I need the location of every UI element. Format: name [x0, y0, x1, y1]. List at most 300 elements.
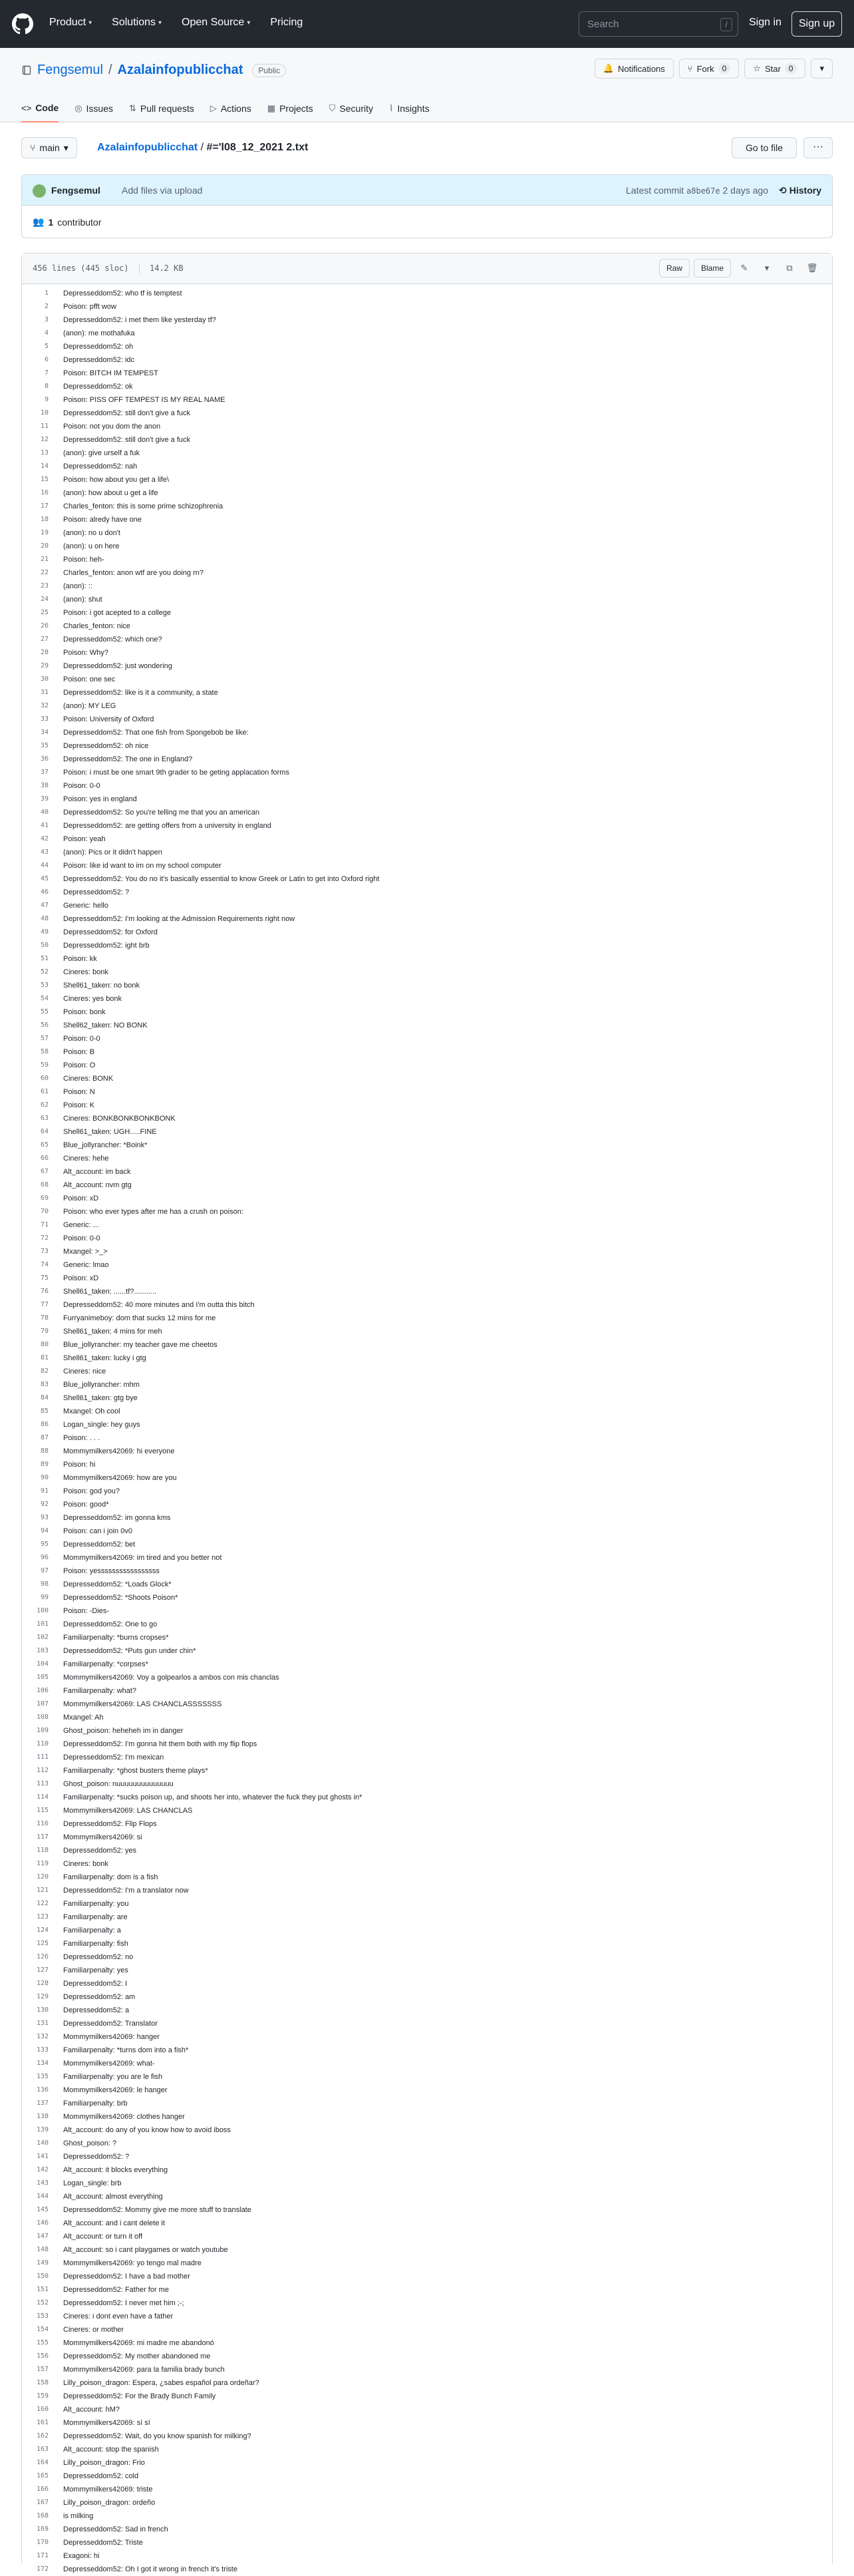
line-number[interactable]: 6	[44, 356, 49, 363]
line-text: Depresseddom52: no	[63, 1953, 134, 1961]
line-number[interactable]: 45	[40, 875, 49, 882]
line-number[interactable]: 32	[40, 702, 49, 709]
breadcrumb-repo-link[interactable]: Azalainfopublicchat	[97, 142, 198, 153]
line-text: Shell61_taken: ......tf?...........	[63, 1288, 157, 1296]
line-number[interactable]: 126	[36, 1953, 49, 1960]
line-number[interactable]: 77	[40, 1301, 49, 1308]
line-number[interactable]: 71	[40, 1221, 49, 1228]
line-number[interactable]: 22	[40, 569, 49, 576]
pull-request-icon: ⇅	[129, 103, 136, 113]
line-number[interactable]: 12	[40, 436, 49, 443]
code-line	[22, 1911, 832, 1924]
file-size: 14.2 KB	[149, 264, 184, 273]
line-number[interactable]: 54	[40, 995, 49, 1002]
line-number[interactable]: 119	[36, 1860, 49, 1867]
line-number[interactable]: 30	[40, 675, 49, 683]
line-number[interactable]: 84	[40, 1394, 49, 1401]
line-number[interactable]: 90	[40, 1474, 49, 1481]
line-text: Charles_fenton: anon wtf are you doing rn?	[63, 569, 204, 577]
code-line	[22, 1684, 832, 1698]
line-number[interactable]: 42	[40, 835, 49, 842]
line-number[interactable]: 73	[40, 1248, 49, 1255]
line-number[interactable]: 115	[36, 1807, 49, 1814]
line-text: Charles_fenton: this is some prime schizophrenia	[63, 502, 223, 510]
line-number[interactable]: 82	[40, 1368, 49, 1375]
line-number[interactable]: 161	[36, 2419, 49, 2426]
line-text: Logan_single: brb	[63, 2179, 122, 2187]
code-line	[22, 2336, 832, 2350]
code-line	[22, 2350, 832, 2363]
code-line	[22, 2523, 832, 2536]
line-number[interactable]: 95	[40, 1541, 49, 1548]
line-number[interactable]: 4	[44, 329, 49, 337]
line-number[interactable]: 93	[40, 1514, 49, 1521]
line-number[interactable]: 40	[40, 809, 49, 816]
line-number[interactable]: 98	[40, 1580, 49, 1588]
line-text: Depresseddom52: For the Brady Bunch Family	[63, 2392, 216, 2400]
code-line	[22, 420, 832, 433]
line-text: Poison: xD	[63, 1195, 99, 1202]
line-number[interactable]: 120	[36, 1873, 49, 1881]
line-number[interactable]: 80	[40, 1341, 49, 1348]
code-line	[22, 739, 832, 753]
more-options-button[interactable]: ···	[803, 137, 833, 158]
code-line	[22, 1045, 832, 1059]
line-number[interactable]: 155	[36, 2339, 49, 2346]
line-number[interactable]: 86	[40, 1421, 49, 1428]
line-text: Poison: yeah	[63, 835, 106, 843]
line-number[interactable]: 135	[36, 2073, 49, 2080]
code-line	[22, 1538, 832, 1551]
line-text: Lilly_poison_dragon: Espera, ¿sabes español para ordeñar?	[63, 2379, 259, 2387]
line-number[interactable]: 131	[36, 2020, 49, 2027]
line-number[interactable]: 66	[40, 1155, 49, 1162]
line-number[interactable]: 10	[40, 409, 49, 417]
commit-sha-link[interactable]: a8be67e	[686, 186, 720, 196]
breadcrumb-separator: /	[200, 142, 204, 153]
code-line	[22, 1338, 832, 1352]
line-number[interactable]: 113	[36, 1780, 49, 1787]
line-number[interactable]: 160	[36, 2406, 49, 2413]
line-number[interactable]: 100	[36, 1607, 49, 1614]
code-line	[22, 2403, 832, 2416]
line-number[interactable]: 9	[44, 396, 49, 403]
code-line	[22, 1551, 832, 1564]
line-number[interactable]: 24	[40, 596, 49, 603]
line-number[interactable]: 156	[36, 2352, 49, 2360]
line-number[interactable]: 121	[36, 1887, 49, 1894]
line-number[interactable]: 70	[40, 1208, 49, 1215]
line-text: Depresseddom52: I'm a translator now	[63, 1887, 189, 1895]
line-number[interactable]: 136	[36, 2086, 49, 2094]
line-number[interactable]: 29	[40, 662, 49, 669]
line-text: Shell61_taken: 4 mins for meh	[63, 1328, 162, 1336]
line-text: Depresseddom52: bet	[63, 1541, 136, 1549]
go-to-file-button[interactable]: Go to file	[732, 137, 797, 158]
line-number[interactable]: 138	[36, 2113, 49, 2120]
line-number[interactable]: 110	[36, 1740, 49, 1748]
line-number[interactable]: 147	[36, 2233, 49, 2240]
line-number[interactable]: 20	[40, 542, 49, 550]
code-line	[22, 1431, 832, 1445]
line-number[interactable]: 106	[36, 1687, 49, 1694]
line-number[interactable]: 150	[36, 2273, 49, 2280]
line-number[interactable]: 94	[40, 1527, 49, 1535]
line-number[interactable]: 53	[40, 982, 49, 989]
code-line	[22, 540, 832, 553]
line-text: Depresseddom52: I'm gonna hit them both with my flip flops	[63, 1740, 257, 1748]
line-number[interactable]: 172	[36, 2565, 49, 2573]
line-number[interactable]: 165	[36, 2472, 49, 2480]
code-line	[22, 1804, 832, 1817]
line-text: (anon): ::	[63, 582, 93, 590]
code-line	[22, 979, 832, 992]
line-number[interactable]: 49	[40, 928, 49, 936]
line-number[interactable]: 16	[40, 489, 49, 496]
line-number[interactable]: 8	[44, 383, 49, 390]
line-text: Depresseddom52: like is it a community, a state	[63, 689, 218, 697]
line-number[interactable]: 25	[40, 609, 49, 616]
line-number[interactable]: 37	[40, 769, 49, 776]
line-number[interactable]: 43	[40, 848, 49, 856]
line-number[interactable]: 105	[36, 1674, 49, 1681]
tab-pull-requests[interactable]: ⇅ Pull requests	[129, 103, 194, 114]
line-number[interactable]: 142	[36, 2166, 49, 2173]
avatar[interactable]	[33, 184, 46, 198]
line-text: Mxangel: Ah	[63, 1714, 104, 1722]
line-number[interactable]: 47	[40, 902, 49, 909]
github-logo-icon[interactable]	[12, 13, 33, 35]
line-number[interactable]: 64	[40, 1128, 49, 1135]
line-number[interactable]: 48	[40, 915, 49, 922]
line-number[interactable]: 153	[36, 2312, 49, 2320]
line-text: Poison: Why?	[63, 649, 108, 657]
line-number[interactable]: 83	[40, 1381, 49, 1388]
line-number[interactable]: 46	[40, 888, 49, 896]
line-number[interactable]: 58	[40, 1048, 49, 1055]
sign-in-link[interactable]: Sign in	[749, 17, 782, 28]
line-number[interactable]: 139	[36, 2126, 49, 2133]
line-number[interactable]: 145	[36, 2206, 49, 2213]
line-number[interactable]: 116	[36, 1820, 49, 1827]
line-number[interactable]: 123	[36, 1913, 49, 1921]
code-line	[22, 1352, 832, 1365]
line-number[interactable]: 89	[40, 1461, 49, 1468]
line-number[interactable]: 92	[40, 1501, 49, 1508]
line-number[interactable]: 63	[40, 1115, 49, 1122]
line-number[interactable]: 61	[40, 1088, 49, 1095]
line-number[interactable]: 164	[36, 2459, 49, 2466]
line-number[interactable]: 163	[36, 2446, 49, 2453]
repo-name-link[interactable]: Azalainfopublicchat	[117, 63, 243, 77]
line-text: Familiarpenalty: fish	[63, 1940, 128, 1948]
line-number[interactable]: 149	[36, 2259, 49, 2267]
code-line	[22, 1764, 832, 1777]
line-number[interactable]: 124	[36, 1927, 49, 1934]
line-text: Poison: 0-0	[63, 782, 100, 790]
line-number[interactable]: 67	[40, 1168, 49, 1175]
line-text: Depresseddom52: Flip Flops	[63, 1820, 157, 1828]
line-number[interactable]: 167	[36, 2499, 49, 2506]
code-line	[22, 620, 832, 633]
line-number[interactable]: 170	[36, 2539, 49, 2546]
file-info	[33, 264, 184, 274]
line-text: Depresseddom52: idc	[63, 356, 135, 364]
code-line	[22, 2270, 832, 2283]
line-text: Cineres: yes bonk	[63, 995, 122, 1003]
line-number[interactable]: 39	[40, 795, 49, 803]
line-number[interactable]: 18	[40, 516, 49, 523]
contributors-link[interactable]: 👥 1 contributor	[33, 216, 102, 228]
search-placeholder: Search	[587, 19, 619, 30]
line-number[interactable]: 74	[40, 1261, 49, 1268]
repo-owner-link[interactable]: Fengsemul	[37, 63, 103, 77]
notifications-button[interactable]: 🔔 Notifications	[595, 59, 674, 79]
line-number[interactable]: 143	[36, 2179, 49, 2187]
line-text: Depresseddom52: I never met him ;-;	[63, 2299, 184, 2307]
code-line	[22, 2443, 832, 2456]
line-number[interactable]: 59	[40, 1061, 49, 1069]
fork-count: 0	[718, 63, 731, 74]
line-number[interactable]: 130	[36, 2006, 49, 2014]
line-number[interactable]: 159	[36, 2392, 49, 2400]
line-number[interactable]: 33	[40, 715, 49, 723]
line-text: (anon): me mothafuka	[63, 329, 135, 337]
caret-down-icon: ▾	[819, 63, 824, 73]
line-text: Alt_account: so i cant playgames or watch youtube	[63, 2246, 228, 2254]
fork-icon: ⑂	[687, 63, 693, 74]
line-text: Depresseddom52: just wondering	[63, 662, 172, 670]
nav-pricing[interactable]: Pricing	[270, 17, 303, 28]
line-number[interactable]: 87	[40, 1434, 49, 1441]
line-number[interactable]: 154	[36, 2326, 49, 2333]
line-number[interactable]: 50	[40, 942, 49, 949]
sign-up-button[interactable]: Sign up	[791, 11, 842, 37]
code-line	[22, 287, 832, 300]
line-number[interactable]: 21	[40, 556, 49, 563]
raw-button[interactable]: Raw	[659, 259, 690, 277]
line-number[interactable]: 62	[40, 1101, 49, 1109]
line-number[interactable]: 103	[36, 1647, 49, 1654]
line-number[interactable]: 125	[36, 1940, 49, 1947]
line-number[interactable]: 41	[40, 822, 49, 829]
line-text: Depresseddom52: yes	[63, 1847, 137, 1855]
code-line	[22, 1618, 832, 1631]
line-number[interactable]: 60	[40, 1075, 49, 1082]
line-number[interactable]: 148	[36, 2246, 49, 2253]
code-line	[22, 606, 832, 620]
tab-security[interactable]: ⛉ Security	[329, 103, 373, 114]
line-number[interactable]: 13	[40, 449, 49, 457]
line-number[interactable]: 79	[40, 1328, 49, 1335]
line-number[interactable]: 96	[40, 1554, 49, 1561]
line-text: Depresseddom52: So you're telling me that you an american	[63, 809, 259, 817]
tab-insights[interactable]: ⌇ Insights	[388, 103, 430, 114]
line-text: Mommymilkers42069: hi everyone	[63, 1447, 175, 1455]
code-line	[22, 992, 832, 1006]
line-number[interactable]: 132	[36, 2033, 49, 2040]
line-number[interactable]: 75	[40, 1274, 49, 1282]
blame-button[interactable]: Blame	[694, 259, 731, 277]
line-number[interactable]: 107	[36, 1700, 49, 1708]
trash-icon[interactable]: 🗑	[806, 263, 818, 273]
line-number[interactable]: 88	[40, 1447, 49, 1455]
line-number[interactable]: 36	[40, 755, 49, 763]
line-number[interactable]: 133	[36, 2046, 49, 2054]
line-text: Depresseddom52: Translator	[63, 2020, 158, 2028]
nav-solutions[interactable]: Solutions ▾	[112, 17, 162, 28]
line-text: Cineres: BONK	[63, 1075, 114, 1083]
code-line	[22, 393, 832, 407]
code-line	[22, 380, 832, 393]
line-text: Charles_fenton: nice	[63, 622, 130, 630]
line-text: Mommymilkers42069: what-	[63, 2060, 155, 2068]
code-line	[22, 2110, 832, 2123]
line-number[interactable]: 44	[40, 862, 49, 869]
line-number[interactable]: 57	[40, 1035, 49, 1042]
line-number[interactable]: 52	[40, 968, 49, 976]
line-number[interactable]: 102	[36, 1634, 49, 1641]
star-button[interactable]: ☆ Star 0	[744, 59, 805, 79]
line-number[interactable]: 51	[40, 955, 49, 962]
line-number[interactable]: 157	[36, 2366, 49, 2373]
line-number[interactable]: 56	[40, 1021, 49, 1029]
line-number[interactable]: 129	[36, 1993, 49, 2000]
line-number[interactable]: 152	[36, 2299, 49, 2306]
line-text: Mommymilkers42069: Voy a golpearlos a ambos con mis chanclas	[63, 1674, 279, 1682]
line-number[interactable]: 144	[36, 2193, 49, 2200]
code-line	[22, 1817, 832, 1831]
line-number[interactable]: 112	[36, 1767, 49, 1774]
line-text: Exagoni: hi	[63, 2552, 100, 2560]
line-number[interactable]: 65	[40, 1141, 49, 1149]
line-number[interactable]: 1	[44, 289, 49, 297]
line-number[interactable]: 34	[40, 729, 49, 736]
line-number[interactable]: 108	[36, 1714, 49, 1721]
code-line	[22, 686, 832, 699]
fork-button[interactable]: ⑂ Fork 0	[679, 59, 740, 79]
caret-down-icon[interactable]: ▾	[764, 263, 770, 273]
line-number[interactable]: 55	[40, 1008, 49, 1015]
line-number[interactable]: 162	[36, 2432, 49, 2440]
line-number[interactable]: 137	[36, 2100, 49, 2107]
line-text: Shell62_taken: NO BONK	[63, 1021, 148, 1029]
line-text: (anon): give urself a fuk	[63, 449, 140, 457]
line-number[interactable]: 23	[40, 582, 49, 590]
tab-projects[interactable]: ▦ Projects	[267, 103, 313, 114]
line-number[interactable]: 2	[44, 303, 49, 310]
line-number[interactable]: 168	[36, 2512, 49, 2519]
line-number[interactable]: 17	[40, 502, 49, 510]
line-number[interactable]: 146	[36, 2219, 49, 2227]
tab-issues[interactable]: ◎ Issues	[74, 103, 113, 114]
line-number[interactable]: 104	[36, 1660, 49, 1668]
line-number[interactable]: 169	[36, 2525, 49, 2533]
code-line	[22, 1099, 832, 1112]
line-number[interactable]: 28	[40, 649, 49, 656]
line-text: Poison: pfft wow	[63, 303, 116, 311]
line-number[interactable]: 122	[36, 1900, 49, 1907]
line-number[interactable]: 5	[44, 343, 49, 350]
line-number[interactable]: 3	[44, 316, 49, 323]
star-dropdown-button[interactable]	[811, 59, 833, 79]
line-text: Depresseddom52: am	[63, 1993, 136, 2001]
line-text: is milking	[63, 2512, 94, 2520]
line-text: Alt_account: it blocks everything	[63, 2166, 168, 2174]
line-number[interactable]: 117	[36, 1833, 49, 1841]
line-number[interactable]: 78	[40, 1314, 49, 1322]
line-number[interactable]: 26	[40, 622, 49, 630]
line-number[interactable]: 69	[40, 1195, 49, 1202]
line-number[interactable]: 127	[36, 1966, 49, 1974]
line-number[interactable]: 114	[36, 1793, 49, 1801]
line-number[interactable]: 158	[36, 2379, 49, 2386]
code-line	[22, 1272, 832, 1285]
line-number[interactable]: 166	[36, 2485, 49, 2493]
line-number[interactable]: 101	[36, 1620, 49, 1628]
commit-author-link[interactable]: Fengsemul	[51, 185, 100, 196]
line-number[interactable]: 128	[36, 1980, 49, 1987]
file-lines-info: 456 lines (445 sloc)	[33, 264, 129, 273]
line-number[interactable]: 38	[40, 782, 49, 789]
repo-tabs	[21, 94, 430, 122]
line-number[interactable]: 85	[40, 1407, 49, 1415]
line-number[interactable]: 19	[40, 529, 49, 536]
line-number[interactable]: 35	[40, 742, 49, 749]
code-line	[22, 1112, 832, 1125]
line-number[interactable]: 31	[40, 689, 49, 696]
line-number[interactable]: 14	[40, 462, 49, 470]
line-number[interactable]: 134	[36, 2060, 49, 2067]
line-number[interactable]: 140	[36, 2139, 49, 2147]
copy-icon[interactable]: ⧉	[786, 263, 793, 273]
line-number[interactable]: 151	[36, 2286, 49, 2293]
line-number[interactable]: 99	[40, 1594, 49, 1601]
code-line	[22, 806, 832, 819]
nav-product[interactable]: Product ▾	[49, 17, 92, 28]
line-text: Cineres: i dont even have a father	[63, 2312, 174, 2320]
line-number[interactable]: 11	[40, 423, 49, 430]
branch-selector[interactable]: ⑂ main ▾	[21, 137, 77, 158]
code-line	[22, 846, 832, 859]
latest-commit-box	[21, 174, 833, 238]
line-number[interactable]: 118	[36, 1847, 49, 1854]
line-number[interactable]: 81	[40, 1354, 49, 1362]
nav-open-source[interactable]: Open Source ▾	[182, 17, 251, 28]
code-line	[22, 1937, 832, 1950]
line-number[interactable]: 97	[40, 1567, 49, 1574]
line-number[interactable]: 111	[36, 1753, 49, 1761]
commit-message-link[interactable]: Add files via upload	[122, 185, 203, 196]
line-number[interactable]: 76	[40, 1288, 49, 1295]
code-line	[22, 2297, 832, 2310]
line-number[interactable]: 15	[40, 476, 49, 483]
pencil-icon[interactable]: ✎	[740, 263, 748, 273]
line-text: Mommymilkers42069: si	[63, 1833, 142, 1841]
line-number[interactable]: 27	[40, 636, 49, 643]
line-number[interactable]: 7	[44, 369, 49, 377]
tab-actions[interactable]: ▷ Actions	[210, 103, 251, 114]
history-link[interactable]: ⟲ History	[779, 185, 821, 196]
line-number[interactable]: 141	[36, 2153, 49, 2160]
line-number[interactable]: 171	[36, 2552, 49, 2559]
tab-code[interactable]: <> Code	[21, 94, 59, 122]
line-number[interactable]: 109	[36, 1727, 49, 1734]
line-number[interactable]: 91	[40, 1487, 49, 1495]
search-input[interactable]	[579, 11, 738, 37]
line-number[interactable]: 68	[40, 1181, 49, 1189]
line-number[interactable]: 72	[40, 1234, 49, 1242]
